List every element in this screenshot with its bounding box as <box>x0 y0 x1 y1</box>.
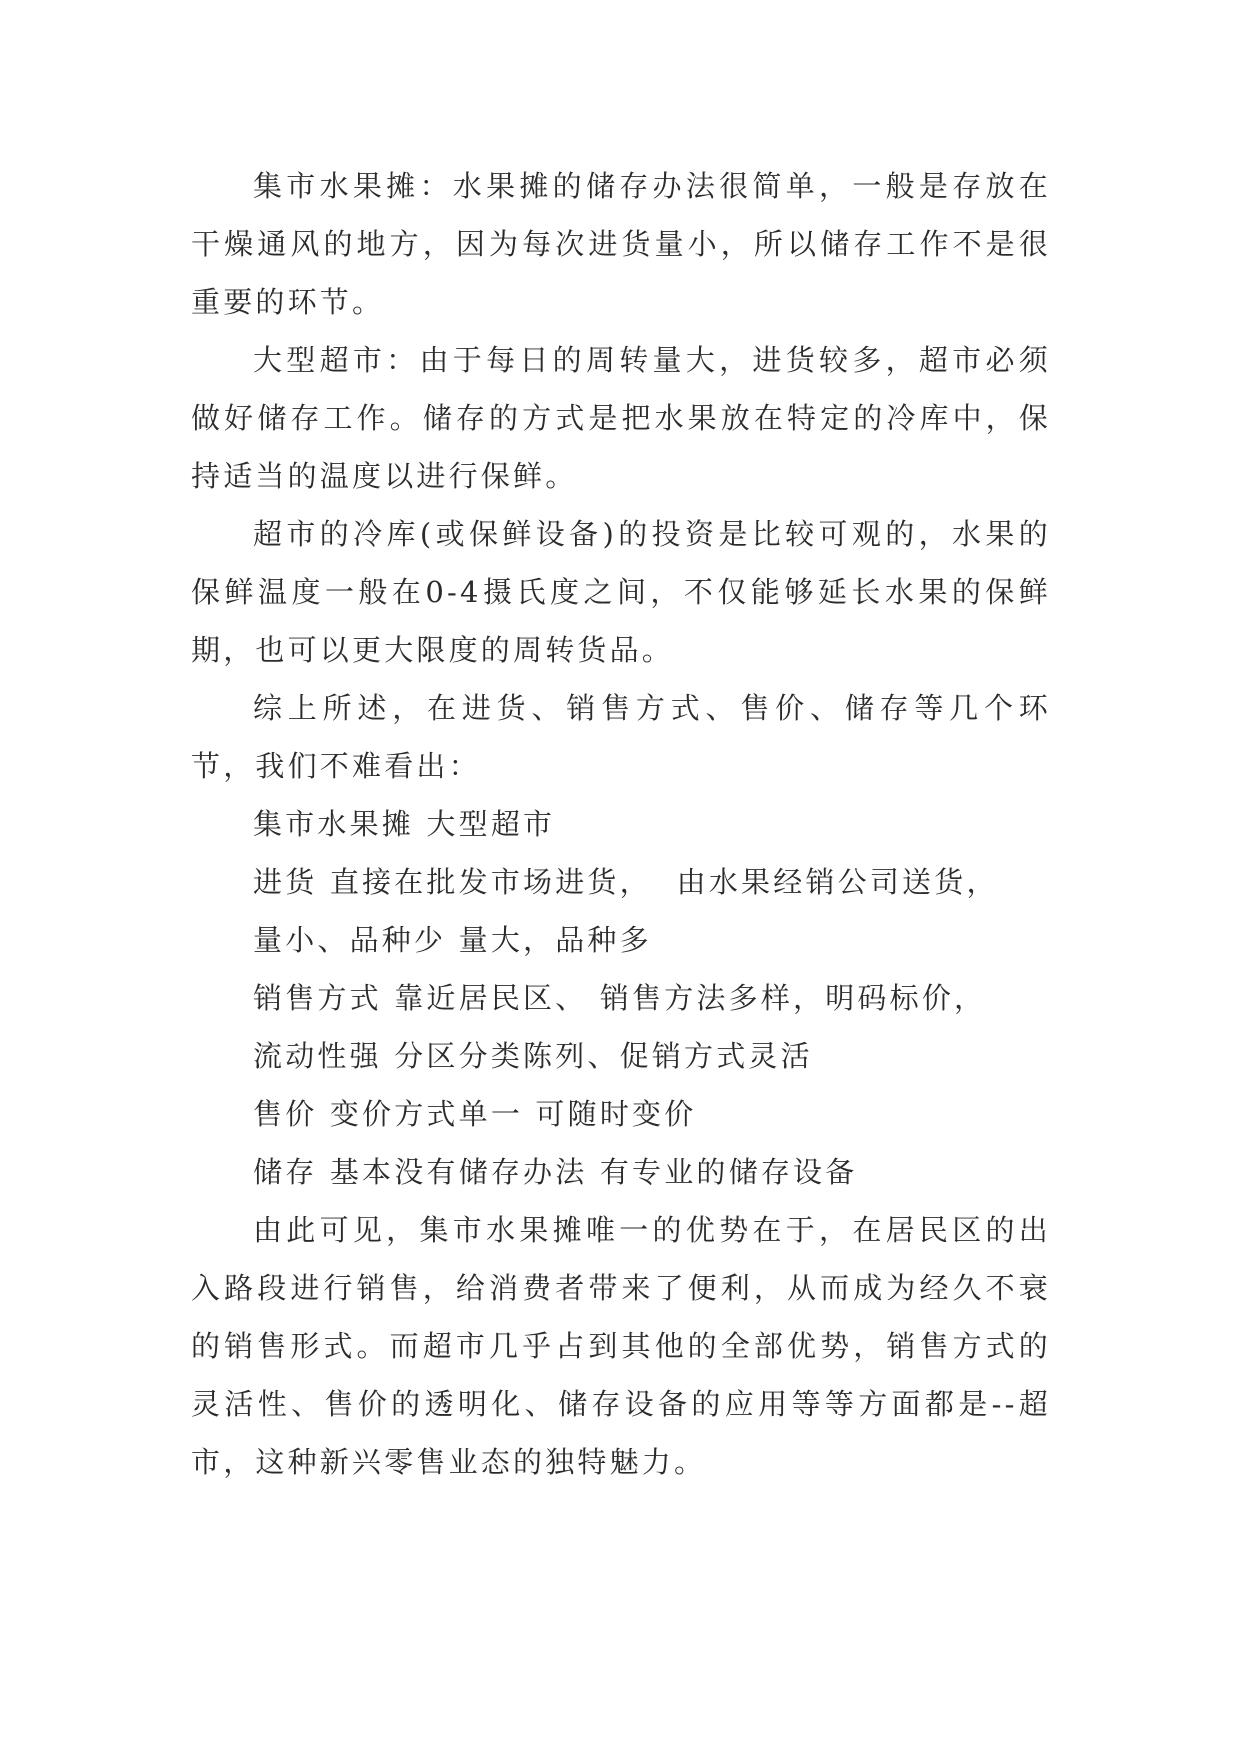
paragraph-summary-intro: 综上所述，在进货、销售方式、售价、储存等几个环节，我们不难看出： <box>191 691 1051 783</box>
comparison-mobility-line: 流动性强 分区分类陈列、促销方式灵活 <box>253 1039 813 1073</box>
document-body <box>191 157 1051 1491</box>
comparison-price-line: 售价 变价方式单一 可随时变价 <box>253 1097 697 1131</box>
comparison-sales-method-line: 销售方式 靠近居民区、 销售方法多样，明码标价， <box>253 981 987 1015</box>
paragraph-conclusion: 由此可见，集市水果摊唯一的优势在于，在居民区的出入路段进行销售，给消费者带来了便利，从而成为经久不衰的销售形式。而超市几乎占到其他的全部优势，销售方式的灵活性、售价的透明化、储存设备的应用等等方面都是--超市，这种新兴零售业态的独特魅力。 <box>191 1213 1051 1479</box>
comparison-quantity-line: 量小、品种少 量大，品种多 <box>253 923 652 957</box>
comparison-purchase-line: 进货 直接在批发市场进货， 由水果经销公司送货， <box>253 865 999 899</box>
paragraph-supermarket-storage: 大型超市：由于每日的周转量大，进货较多，超市必须做好储存工作。储存的方式是把水果放在特定的冷库中，保持适当的温度以进行保鲜。 <box>191 343 1051 493</box>
comparison-header-line: 集市水果摊 大型超市 <box>253 807 556 841</box>
paragraph-cold-storage-investment: 超市的冷库(或保鲜设备)的投资是比较可观的，水果的保鲜温度一般在0-4摄氏度之间，不仅能够延长水果的保鲜期，也可以更大限度的周转货品。 <box>191 517 1051 667</box>
paragraph-market-stall-storage: 集市水果摊：水果摊的储存办法很简单，一般是存放在干燥通风的地方，因为每次进货量小，所以储存工作不是很重要的环节。 <box>191 169 1051 319</box>
comparison-storage-line: 储存 基本没有储存办法 有专业的储存设备 <box>253 1155 858 1189</box>
